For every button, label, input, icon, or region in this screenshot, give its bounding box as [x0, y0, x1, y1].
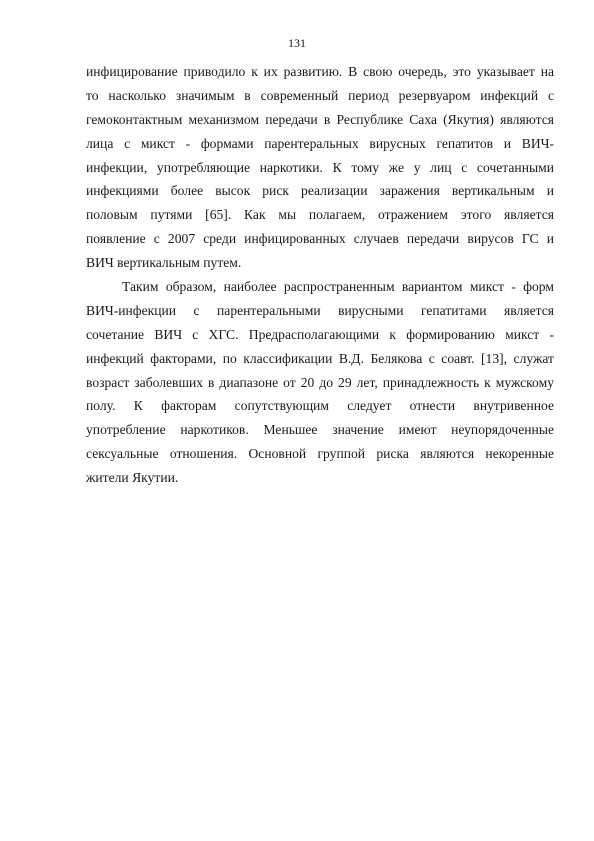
- paragraph-line: инфекциями более высок риск реализации заражения вертикальным и: [86, 183, 554, 199]
- page-number: 131: [288, 36, 306, 50]
- paragraph-line: инфекций факторами, по классификации В.Д. Белякова с соавт. [13], служат: [86, 350, 554, 366]
- paragraph-line: употребление наркотиков. Меньшее значение имеют неупорядоченные: [86, 422, 554, 438]
- paragraph-line: ВИЧ вертикальным путем.: [86, 255, 242, 271]
- paragraph-line: возраст заболевших в диапазоне от 20 до 29 лет, принадлежность к мужскому: [86, 374, 554, 390]
- paragraph-line: лица с микст - формами парентеральных вирусных гепатитов и ВИЧ-: [86, 135, 554, 151]
- document-body: [86, 60, 554, 490]
- paragraph-2: [86, 275, 554, 490]
- paragraph-line: ВИЧ-инфекции с парентеральными вирусными гепатитами является: [86, 302, 554, 318]
- paragraph-line: полу. К факторам сопутствующим следует отнести внутривенное: [86, 398, 554, 414]
- paragraph-line: сочетание ВИЧ с ХГС. Предрасполагающими к формированию микст -: [86, 326, 554, 342]
- paragraph-line: гемоконтактным механизмом передачи в Республике Саха (Якутия) являются: [86, 111, 554, 127]
- paragraph-line: жители Якутии.: [86, 470, 179, 486]
- paragraph-line: половым путями [65]. Как мы полагаем, отражением этого является: [86, 207, 554, 223]
- paragraph-line: Таким образом, наиболее распространенным вариантом микст - форм: [122, 279, 554, 295]
- paragraph-line: инфицирование приводило к их развитию. В свою очередь, это указывает на: [86, 64, 554, 79]
- paragraph-line: появление с 2007 среди инфицированных случаев передачи вирусов ГС и: [86, 231, 554, 247]
- paragraph-1: [86, 60, 554, 275]
- paragraph-line: инфекции, употребляющие наркотики. К тому же у лиц с сочетанными: [86, 159, 554, 175]
- paragraph-line: то насколько значимым в современный период резервуаром инфекций с: [86, 87, 554, 103]
- paragraph-line: сексуальные отношения. Основной группой риска являются некоренные: [86, 446, 554, 462]
